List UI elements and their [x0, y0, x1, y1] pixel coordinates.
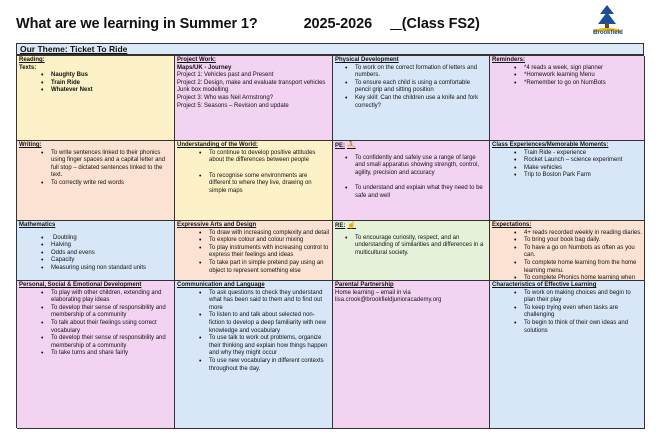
writing-list: [19, 150, 172, 188]
list-item: • Whatever Next: [19, 87, 172, 95]
mathematics-list: [19, 235, 172, 273]
re-list: [335, 235, 487, 258]
list-item: • To talk about their feelings using correct vocabulary: [19, 320, 172, 335]
physical-list: [335, 65, 487, 111]
psed-heading: Personal, Social & Emotional Development: [19, 282, 142, 288]
list-item: • To complete Phonics home learning when: [492, 275, 642, 281]
list-item: • Train Ride - experience: [492, 150, 642, 158]
reading-subheading: Texts:: [19, 64, 37, 71]
project-heading: Project Work:: [177, 57, 216, 63]
list-item: • To understand and explain what they need to be safe and well: [335, 185, 487, 200]
list-item: • To take turns and share fairly: [19, 350, 172, 358]
title-text: What are we learning in Summer 1?: [16, 16, 258, 32]
title-year: 2025-2026: [303, 16, 373, 32]
list-item: • To listen to and talk about selected non-fiction to develop a deep familiarity with new knowledge and vocabulary: [177, 312, 330, 335]
experiences-heading: Class Experiences/Memorable Moments:: [492, 142, 609, 148]
list-item: • *Homework learning Menu: [492, 72, 642, 80]
communication-heading: Communication and Language: [177, 282, 265, 288]
list-item: • To ensure each child is using a comfortable pencil grip and sitting position: [335, 80, 487, 95]
list-item: • To use new vocabulary in different contexts throughout the day.: [177, 358, 330, 373]
parental-cell: [333, 281, 490, 429]
understanding-list: [177, 150, 330, 196]
experiences-cell: [490, 141, 645, 221]
list-item: • To write sentences linked to their phonics using finger spaces and a capital letter and full stop – dictated sentences linked to the text.: [19, 150, 172, 180]
learning-grid: [16, 55, 644, 428]
pe-heading: PE: ⛹: [335, 142, 356, 149]
pe-icon: ⛹: [347, 142, 356, 149]
reading-cell: [17, 56, 175, 141]
list-item: • To confidently and safely use a range of large and small apparatus showing strength, control, agility, precision and accuracy: [335, 155, 487, 178]
list-item: • Naughty Bus: [19, 72, 172, 80]
re-cell: [333, 221, 490, 281]
list-item: • To take part in simple pretend pay using an object to represent something else: [177, 260, 330, 275]
project-line: Project 1: Vehicles past and Present: [177, 72, 274, 79]
list-item: • Rocket Launch – science experiment: [492, 157, 642, 165]
list-item: • To ask questions to check they understand what has been said to them and to find out more: [177, 290, 330, 313]
list-item: • Train Ride: [19, 80, 172, 88]
psed-cell: [17, 281, 175, 429]
characteristics-heading: Characteristics of Effective Learning: [492, 282, 597, 288]
expectations-list: [492, 230, 642, 281]
expectations-heading: Expectations:: [492, 222, 532, 228]
parental-email[interactable]: lisa.crook@brookfieldjunioracademy.org: [335, 297, 442, 304]
logo-name: Brookfield: [593, 30, 623, 36]
expressive-list: [177, 230, 330, 276]
expressive-heading: Expressive Arts and Design: [177, 222, 257, 228]
physical-heading: Physical Development: [335, 57, 399, 63]
list-item: • To encourage curiosity, respect, and an understanding of similarities and differences in a multicultural society.: [335, 235, 487, 258]
experiences-list: [492, 150, 642, 180]
writing-cell: [17, 141, 175, 221]
list-item: • To develop their sense of responsibility and membership of a community: [19, 305, 172, 320]
list-item: • To explore colour and colour mixing: [177, 237, 330, 245]
list-item: • To keep trying even when tasks are challenging: [492, 305, 642, 320]
list-item: • To play with other children, extending and elaborating play ideas: [19, 290, 172, 305]
list-item: • To continue to develop positive attitudes about the differences between people: [177, 150, 330, 165]
theme-title: Our Theme: Ticket To Ride: [20, 44, 128, 54]
pe-cell: [333, 141, 490, 221]
list-item: • Key skill: Can the children use a knife and fork correctly?: [335, 95, 487, 110]
list-item: • To use talk to work out problems, organize their thinking and explain how things happen and why they might occur: [177, 335, 330, 358]
list-item: • Odds and evens: [19, 250, 172, 258]
expectations-cell: [490, 221, 645, 281]
reminders-list: [492, 65, 642, 88]
list-item: • To bring your book bag daily.: [492, 237, 642, 245]
project-cell: [175, 56, 333, 141]
communication-cell: [175, 281, 333, 429]
reminders-heading: Reminders:: [492, 57, 526, 63]
list-item: • *Remember to go on NumBots: [492, 80, 642, 88]
list-item: • Capacity: [19, 257, 172, 265]
class-name: Class FS2: [406, 16, 475, 32]
title-class: (Class FS2): [401, 16, 480, 32]
list-item: • To begin to think of their own ideas and solutions: [492, 320, 642, 335]
pe-list: [335, 155, 487, 201]
list-item: • To complete home learning from the home learning menu.: [492, 260, 642, 275]
writing-heading: Writing:: [19, 142, 42, 148]
project-line: Project 3: Who was Neil Armstrong?: [177, 94, 274, 101]
re-icon: ☝: [347, 222, 357, 229]
list-item: • Halving: [19, 242, 172, 250]
list-item: • *4 reads a week, sign planner: [492, 65, 642, 73]
list-item: • Make vehicles: [492, 165, 642, 173]
psed-list: [19, 290, 172, 358]
list-item: • To recognise some environments are different to where they live, drawing on simple maps: [177, 173, 330, 196]
list-item: • To work on the correct formation of letters and numbers.: [335, 65, 487, 80]
list-item: • 4+ reads recorded weekly in reading diaries.: [492, 230, 642, 238]
mathematics-heading: Mathematics: [19, 222, 56, 228]
reading-list: [19, 72, 172, 95]
list-item: • To work on making choices and begin to plan their play: [492, 290, 642, 305]
re-heading: RE: ☝: [335, 222, 357, 229]
list-item: • To have a go on Numbots as often as you can.: [492, 245, 642, 260]
list-item: • Trip to Boston Park Farm: [492, 172, 642, 180]
physical-cell: [333, 56, 490, 141]
characteristics-list: [492, 290, 642, 336]
project-line: Project 5: Seasons – Revision and update: [177, 102, 289, 109]
list-item: • To play instruments with increasing control to express their feelings and ideas: [177, 245, 330, 260]
understanding-cell: [175, 141, 333, 221]
understanding-heading: Understanding of the World:: [177, 142, 258, 148]
characteristics-cell: [490, 281, 645, 429]
theme-banner: [16, 43, 644, 55]
list-item: • Doubling: [19, 235, 172, 243]
parental-line: Home learning – email in via: [335, 289, 411, 296]
parental-heading: Parental Partnership: [335, 282, 394, 288]
list-item: • To develop their sense of responsibility and membership of a community: [19, 335, 172, 350]
list-item: • Measuring using non standard units: [19, 265, 172, 273]
reading-heading: Reading:: [19, 57, 45, 63]
project-subheading: Maps/UK - Journey: [177, 64, 232, 71]
project-line: Project 2: Design, make and evaluate transport vehicles Junk box modelling: [177, 79, 326, 94]
expressive-cell: [175, 221, 333, 281]
mathematics-cell: [17, 221, 175, 281]
page-title: [16, 16, 480, 32]
list-item: • To correctly write red words: [19, 180, 172, 188]
reminders-cell: [490, 56, 645, 141]
communication-list: [177, 290, 330, 374]
list-item: • To draw with increasing complexity and detail: [177, 230, 330, 238]
